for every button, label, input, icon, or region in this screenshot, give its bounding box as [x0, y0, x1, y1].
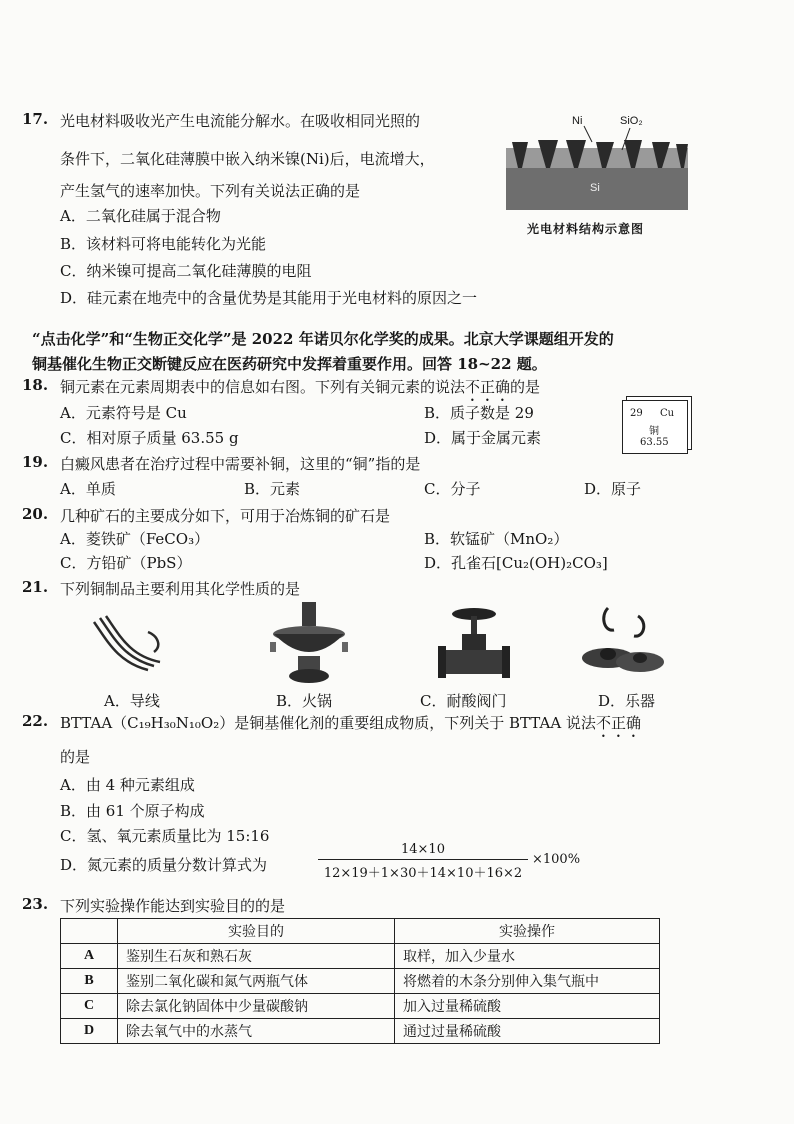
figure-caption: 光电材料结构示意图 [527, 222, 645, 236]
row-operation: 取样，加入少量水 [395, 944, 660, 969]
q22-option-c: C．氢、氧元素质量比为 15:16 [60, 827, 270, 845]
element-number: 29 [630, 408, 643, 419]
q18-option-d: D．属于金属元素 [424, 429, 542, 447]
row-option: B [61, 969, 118, 994]
formula-denominator: 12×19＋1×30＋14×10＋16×2 [323, 866, 523, 881]
q18-number: 18. [22, 376, 49, 394]
q22-emphasis: 不正确 [595, 714, 641, 732]
q18-stem: 铜元素在元素周期表中的信息如右图。下列有关铜元素的说法不正确的是 [60, 378, 541, 396]
table-row [61, 944, 660, 969]
q18-option-b: B．质子数是 29 [424, 404, 534, 422]
header-blank [61, 919, 118, 944]
valve-image [438, 604, 510, 684]
q21-option-b: B．火锅 [276, 692, 333, 710]
element-name: 铜 [649, 426, 659, 437]
element-mass: 63.55 [640, 437, 669, 448]
table-row [61, 994, 660, 1019]
row-goal: 除去氯化钠固体中少量碳酸钠 [118, 994, 395, 1019]
q19-number: 19. [22, 453, 49, 471]
q23-stem: 下列实验操作能达到实验目的的是 [60, 897, 286, 915]
q20-option-d: D．孔雀石[Cu₂(OH)₂CO₃] [424, 554, 608, 572]
table-header-row [61, 919, 660, 944]
cymbals-image [578, 602, 666, 684]
row-goal: 鉴别生石灰和熟石灰 [118, 944, 395, 969]
q22-stem-end: 的是 [60, 748, 91, 766]
q18-option-c: C．相对原子质量 63.55 g [60, 429, 239, 447]
table-row [61, 969, 660, 994]
q20-stem: 几种矿石的主要成分如下，可用于冶炼铜的矿石是 [60, 507, 391, 525]
formula-numerator: 14×10 [401, 842, 445, 857]
q19-option-b: B．元素 [244, 480, 301, 498]
header-operation: 实验操作 [395, 919, 660, 944]
row-goal: 除去氧气中的水蒸气 [118, 1019, 395, 1044]
q22-stem: BTTAA（C₁₉H₃₀N₁₀O₂）是铜基催化剂的重要组成物质，下列关于 BTTAA 说法不正确 [60, 714, 641, 732]
q17-option-b: B．该材料可将电能转化为光能 [60, 235, 267, 253]
row-operation: 加入过量稀硫酸 [395, 994, 660, 1019]
row-goal: 鉴别二氧化碳和氮气两瓶气体 [118, 969, 395, 994]
intro-line1: “点击化学”和“生物正交化学”是 2022 年诺贝尔化学奖的成果。北京大学课题组开发的 [32, 330, 614, 348]
q21-option-d: D．乐器 [598, 692, 656, 710]
q17-option-a: A．二氧化硅属于混合物 [60, 207, 221, 225]
photoelectric-structure-figure [500, 112, 696, 217]
q17-number: 17. [22, 110, 49, 128]
row-option: A [61, 944, 118, 969]
q17-option-c: C．纳米镍可提高二氧化硅薄膜的电阻 [60, 262, 312, 280]
header-goal: 实验目的 [118, 919, 395, 944]
row-operation: 通过过量稀硫酸 [395, 1019, 660, 1044]
row-operation: 将燃着的木条分别伸入集气瓶中 [395, 969, 660, 994]
q20-option-c: C．方铅矿（PbS） [60, 554, 192, 572]
q17-stem-line3: 产生氢气的速率加快。下列有关说法正确的是 [60, 182, 361, 200]
q18-option-a: A．元素符号是 Cu [60, 404, 187, 422]
q22-option-d: D．氮元素的质量分数计算式为 [60, 856, 268, 874]
q17-stem-line2: 条件下，二氧化硅薄膜中嵌入纳米镍(Ni)后，电流增大， [60, 150, 435, 168]
q19-option-c: C．分子 [424, 480, 481, 498]
q22-number: 22. [22, 712, 49, 730]
figure-label-sio2: SiO₂ [620, 115, 643, 127]
q19-option-d: D．原子 [584, 480, 642, 498]
row-option: C [61, 994, 118, 1019]
q17-option-d: D．硅元素在地壳中的含量优势是其能用于光电材料的原因之一 [60, 289, 478, 307]
q20-number: 20. [22, 505, 49, 523]
q17-stem-line1: 光电材料吸收光产生电流能分解水。在吸收相同光照的 [60, 112, 421, 130]
row-option: D [61, 1019, 118, 1044]
q22-option-b: B．由 61 个原子构成 [60, 802, 205, 820]
experiment-table [60, 918, 660, 1044]
hotpot-image [268, 600, 350, 686]
q21-option-a: A．导线 [104, 692, 160, 710]
q20-option-a: A．菱铁矿（FeCO₃） [60, 530, 210, 548]
q19-stem: 白癜风患者在治疗过程中需要补铜，这里的“铜”指的是 [60, 455, 421, 473]
q21-stem: 下列铜制品主要利用其化学性质的是 [60, 580, 301, 598]
q22-option-a: A．由 4 种元素组成 [60, 776, 195, 794]
figure-label-si: Si [590, 182, 600, 194]
nitrogen-fraction-formula [318, 842, 528, 881]
formula-percent: ×100% [532, 852, 581, 867]
element-symbol: Cu [660, 408, 675, 419]
q20-option-b: B．软锰矿（MnO₂） [424, 530, 569, 548]
q19-option-a: A．单质 [60, 480, 116, 498]
figure-label-ni: Ni [572, 115, 583, 127]
intro-line2: 铜基催化生物正交断键反应在医药研究中发挥着重要作用。回答 18~22 题。 [32, 355, 547, 373]
wire-image [88, 612, 168, 684]
q21-number: 21. [22, 578, 49, 596]
q23-number: 23. [22, 895, 49, 913]
q18-emphasis: 不正确 [465, 378, 511, 396]
table-row [61, 1019, 660, 1044]
q21-option-c: C．耐酸阀门 [420, 692, 507, 710]
copper-element-card [622, 400, 688, 454]
